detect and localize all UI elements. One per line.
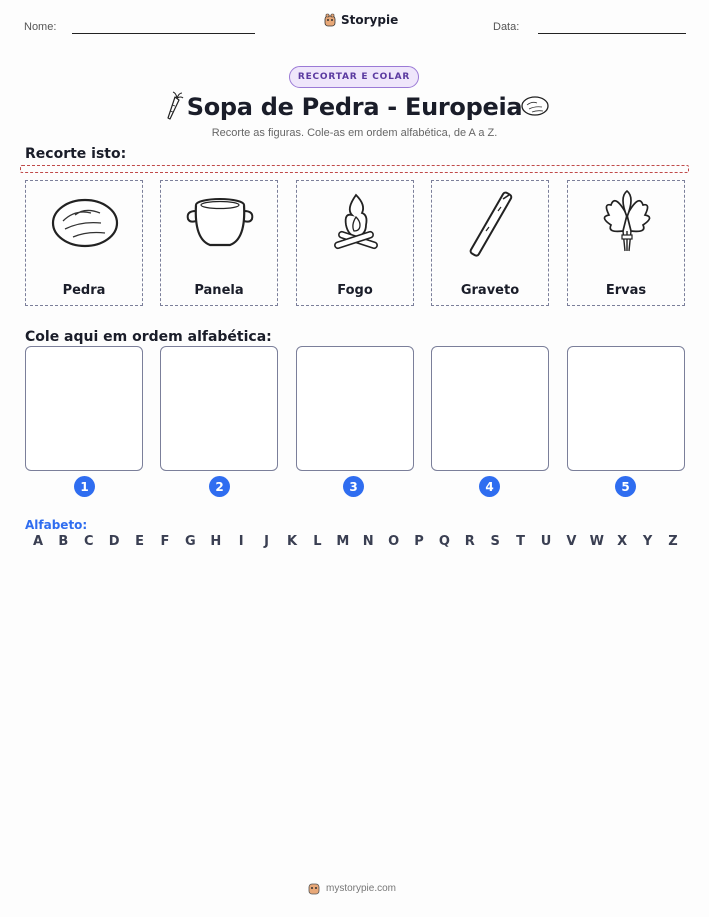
pot-icon [180,187,260,257]
alphabet-letter: Z [668,534,678,549]
slot-number: 4 [479,476,500,497]
cut-line [20,165,689,173]
name-line[interactable] [72,33,255,34]
name-label: Nome: [24,21,57,33]
date-label: Data: [493,21,520,33]
alphabet-letter: H [210,534,222,549]
alphabet-letter: N [362,534,374,549]
stone-icon [520,95,550,117]
paste-slot-3[interactable] [296,346,414,471]
card-label: Graveto [460,283,520,298]
mascot-icon [307,881,321,895]
slot-number: 3 [343,476,364,497]
paste-section-label: Cole aqui em ordem alfabética: [25,329,272,345]
herbs-icon [587,187,667,257]
alphabet-letter: Y [642,534,653,549]
cut-card-pedra[interactable] [25,180,143,306]
alphabet-letter: V [566,534,577,549]
footer [307,881,396,895]
alphabet-letter: K [286,534,298,549]
alphabet-letter: X [617,534,628,549]
slot-number: 1 [74,476,95,497]
slot-number: 2 [209,476,230,497]
alphabet-letter: M [336,534,350,549]
alphabet-letter: C [84,534,94,549]
cut-section-label: Recorte isto: [25,146,127,162]
stone-icon [45,187,125,257]
alphabet-letter: A [32,534,44,549]
alphabet-letter: L [313,534,322,549]
brand-logo [323,13,398,27]
footer-url[interactable]: mystorypie.com [326,882,397,894]
alphabet-letter: J [264,534,270,549]
brand-name: Storypie [341,13,399,27]
mascot-icon [323,13,337,27]
card-label: Panela [194,283,244,298]
paste-slot-2[interactable] [160,346,278,471]
alphabet-letter: D [108,534,120,549]
instructions: Recorte as figuras. Cole-as em ordem alfabética, de A a Z. [211,127,498,139]
slot-number: 5 [615,476,636,497]
alphabet-letter: Q [438,534,450,549]
alphabet-letter: W [589,534,604,549]
card-label: Ervas [605,283,647,298]
date-line[interactable] [538,33,686,34]
alphabet-label: Alfabeto: [25,518,88,532]
alphabet-letter: I [238,534,244,549]
alphabet-letter: G [185,534,196,549]
fire-icon [316,187,396,257]
card-label: Fogo [337,283,373,298]
alphabet-letter: P [414,534,424,549]
alphabet-letter: S [490,534,500,549]
alphabet-letter: F [160,534,170,549]
alphabet-letter: O [388,534,400,549]
alphabet-letter: U [540,534,552,549]
cut-card-panela[interactable] [160,180,278,306]
cut-card-ervas[interactable] [567,180,685,306]
cut-card-fogo[interactable] [296,180,414,306]
paste-slot-5[interactable] [567,346,685,471]
stick-icon [451,187,531,257]
activity-badge: RECORTAR E COLAR [289,66,419,88]
alphabet-letter: T [516,534,526,549]
page-title: Sopa de Pedra - Europeia [186,93,523,121]
cut-card-graveto[interactable] [431,180,549,306]
alphabet-letter: R [464,534,475,549]
paste-slot-4[interactable] [431,346,549,471]
card-label: Pedra [62,283,106,298]
alphabet-letter: B [58,534,69,549]
alphabet-letter: E [135,534,145,549]
paste-slot-1[interactable] [25,346,143,471]
